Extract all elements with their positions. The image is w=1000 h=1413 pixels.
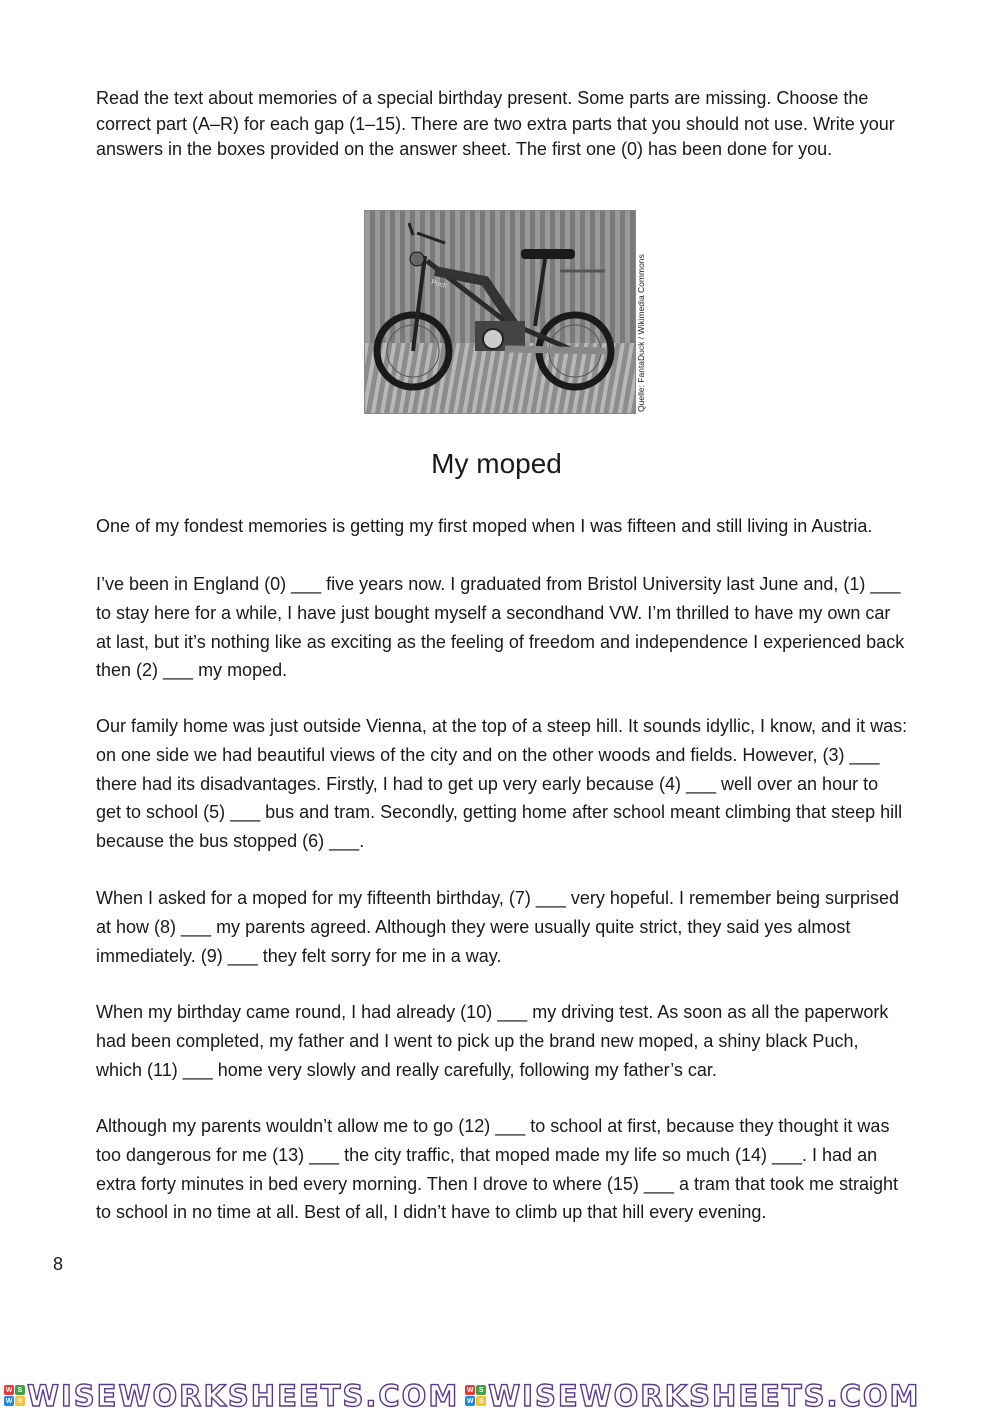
logo-tile: S [15, 1385, 25, 1395]
moped-photo [364, 210, 636, 414]
instructions: Read the text about memories of a special birthday present. Some parts are missing. Choose the correct part (A–R) for each gap (1–15). There are two extra parts that you should not use. Write your answers in the boxes provided on the answer sheet. The first one (0) has been done for you. [96, 88, 895, 159]
footer-watermark [0, 1378, 1000, 1413]
logo-tile: W [5, 1397, 13, 1405]
page-number: 8 [53, 1254, 64, 1274]
logo-grid-icon [465, 1385, 486, 1406]
paragraph-2: Our family home was just outside Vienna, at the top of a steep hill. It sounds idyllic, I know, and it was: on one side we had beautiful views of the city and on the other woods and fields. However, (3) ___ there had its disadvantages. Firstly, I had to get up very early because (4) ___ well over an hour to get to school (5) ___ bus and tram. Secondly, getting home after school meant climbing that steep hill because the bus stopped (6) ___. [96, 716, 908, 852]
paragraph-1: I’ve been in England (0) ___ five years now. I graduated from Bristol University last June and, (1) ___ to stay here for a while, I have just bought myself a secondhand VW. I’m thrilled to have my own car at last, but it’s nothing like as exciting as the feeling of freedom and independence I experienced back then (2) ___ my moped. [96, 574, 905, 681]
logo-tile: S [15, 1396, 25, 1406]
moped-illustration [365, 211, 635, 413]
watermark-logo [465, 1379, 920, 1413]
page-title: My moped [431, 448, 562, 479]
logo-grid-icon [4, 1385, 25, 1406]
watermark-brand-text: WISEWORKSHEETS.COM [27, 1378, 460, 1413]
paragraph-4: When my birthday came round, I had already (10) ___ my driving test. As soon as all the paperwork had been completed, my father and I went to pick up the brand new moped, a shiny black Puch, which (11) ___ home very slowly and really carefully, following my father’s car. [96, 1002, 889, 1080]
paragraph-0: One of my fondest memories is getting my first moped when I was fifteen and still living in Austria. [96, 516, 873, 536]
paragraph-5: Although my parents wouldn’t allow me to go (12) ___ to school at first, because they thought it was too dangerous for me (13) ___ the city traffic, that moped made my life so much (14) ___. I had an extra forty minutes in bed every morning. Then I drove to where (15) ___ a tram that took me straight to school in no time at all. Best of all, I didn’t have to climb up that hill every evening. [96, 1116, 899, 1223]
logo-tile: W [466, 1386, 474, 1394]
logo-tile: W [466, 1397, 474, 1405]
moped-brand-label: Puch [430, 278, 448, 291]
logo-tile: S [476, 1396, 486, 1406]
photo-credit: Quelle: FantaDuck / Wikimedia Commons [636, 254, 646, 412]
logo-tile: S [476, 1385, 486, 1395]
paragraph-3: When I asked for a moped for my fifteenth birthday, (7) ___ very hopeful. I remember being surprised at how (8) ___ my parents agreed. Although they were usually quite strict, they said yes almost immediately. (9) ___ they felt sorry for me in a way. [96, 888, 900, 966]
logo-tile: W [5, 1386, 13, 1394]
watermark-logo [4, 1379, 459, 1413]
watermark-brand-text: WISEWORKSHEETS.COM [488, 1378, 921, 1413]
